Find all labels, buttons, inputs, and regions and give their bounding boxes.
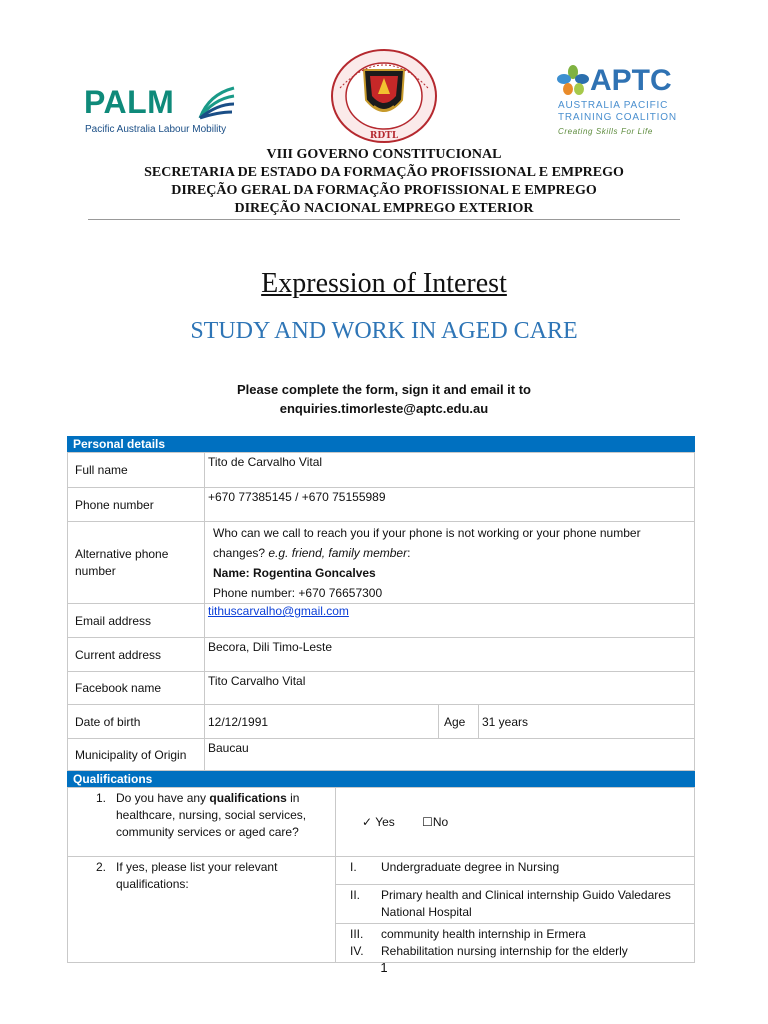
question-1-text: 1. Do you have any qualifications in healthcare, nursing, social services, community services or aged care?: [96, 791, 307, 839]
table-row: [68, 522, 695, 604]
question-1-cell: [68, 788, 336, 857]
yes-label: Yes: [375, 815, 395, 829]
email-link[interactable]: tithuscarvalho@gmail.com: [208, 604, 349, 618]
qualifications-table: [67, 787, 695, 963]
qualification-item[interactable]: I. Undergraduate degree in Nursing: [336, 857, 695, 885]
table-row: [68, 857, 695, 885]
palm-logo: [84, 84, 244, 140]
no-option[interactable]: [422, 815, 448, 829]
personal-details-heading: Personal details: [67, 436, 695, 452]
aptc-logo-line1: AUSTRALIA PACIFIC: [558, 100, 669, 111]
alt-contact-phone: Phone number: +670 76657300: [213, 586, 383, 600]
table-row: [68, 488, 695, 522]
table-row: [68, 705, 695, 739]
table-row: [68, 638, 695, 672]
palm-leaf-icon: [196, 84, 236, 122]
aptc-logo-tagline: Creating Skills For Life: [558, 127, 653, 136]
yes-option[interactable]: [362, 815, 395, 829]
palm-logo-word: PALM: [84, 84, 175, 120]
qualification-item[interactable]: IV. Rehabilitation nursing internship for the elderly: [336, 943, 695, 963]
page-title: Expression of Interest: [261, 268, 507, 299]
phone-number-label: Phone number: [68, 488, 205, 522]
aptc-logo-line2: TRAINING COALITION: [558, 112, 677, 123]
alt-phone-label: Alternative phone number: [68, 522, 205, 604]
header-line-3: DIREÇÃO GERAL DA FORMAÇÃO PROFISSIONAL E EMPREGO: [171, 183, 597, 198]
header-divider: [88, 219, 680, 220]
email-field[interactable]: [205, 604, 695, 638]
question-2-cell: [68, 857, 336, 963]
phone-number-field[interactable]: +670 77385145 / +670 75155989: [205, 488, 695, 522]
email-label: Email address: [68, 604, 205, 638]
question-2-text: 2. If yes, please list your relevant qualifications:: [96, 860, 278, 891]
checkbox-empty-icon: ☐: [422, 815, 433, 829]
header-line-2: SECRETARIA DE ESTADO DA FORMAÇÃO PROFISSIONAL E EMPREGO: [144, 165, 624, 180]
question-1-answer: [336, 788, 695, 857]
dob-field[interactable]: 12/12/1991: [205, 705, 439, 739]
table-row: [68, 739, 695, 771]
facebook-label: Facebook name: [68, 672, 205, 705]
age-label: Age: [439, 705, 479, 739]
alt-phone-prompt: Who can we call to reach you if your phone is not working or your phone number changes? e.g. friend, family member:: [213, 526, 641, 560]
qualifications-heading: Qualifications: [67, 771, 695, 787]
age-field[interactable]: 31 years: [479, 705, 695, 739]
facebook-field[interactable]: Tito Carvalho Vital: [205, 672, 695, 705]
aptc-logo: [556, 62, 686, 142]
qualification-item[interactable]: III. community health internship in Ermera: [336, 924, 695, 944]
palm-logo-tagline: Pacific Australia Labour Mobility: [85, 124, 227, 135]
alt-phone-field[interactable]: [205, 522, 695, 604]
timor-leste-seal: [330, 48, 438, 144]
table-row: [68, 788, 695, 857]
checkmark-icon: ✓: [362, 815, 373, 829]
table-row: [68, 453, 695, 488]
table-row: [68, 604, 695, 638]
personal-details-section: [67, 436, 695, 963]
current-address-field[interactable]: Becora, Dili Timo-Leste: [205, 638, 695, 672]
personal-details-table: [67, 452, 695, 771]
full-name-field[interactable]: Tito de Carvalho Vital: [205, 453, 695, 488]
instructions-line-1: Please complete the form, sign it and email it to: [236, 382, 531, 397]
page-number: 1: [380, 960, 388, 975]
alt-contact-name: Name: Rogentina Goncalves: [213, 566, 376, 580]
no-label: No: [432, 815, 449, 829]
aptc-flower-icon: [556, 64, 590, 96]
table-row: [68, 672, 695, 705]
aptc-logo-word: APTC: [590, 64, 672, 97]
dob-label: Date of birth: [68, 705, 205, 739]
qualification-item[interactable]: II. Primary health and Clinical internship Guido Valedares National Hospital: [336, 885, 695, 924]
header-line-1: VIII GOVERNO CONSTITUCIONAL: [266, 147, 502, 162]
page-subtitle: STUDY AND WORK IN AGED CARE: [190, 318, 578, 344]
full-name-label: Full name: [68, 453, 205, 488]
municipality-field[interactable]: Baucau: [205, 739, 695, 771]
seal-bottom-text: RDTL: [369, 131, 399, 141]
municipality-label: Municipality of Origin: [68, 739, 205, 771]
header-line-4: DIREÇÃO NACIONAL EMPREGO EXTERIOR: [234, 201, 534, 216]
instructions-email[interactable]: enquiries.timorleste@aptc.edu.au: [279, 401, 489, 416]
current-address-label: Current address: [68, 638, 205, 672]
instructions: [0, 380, 768, 418]
